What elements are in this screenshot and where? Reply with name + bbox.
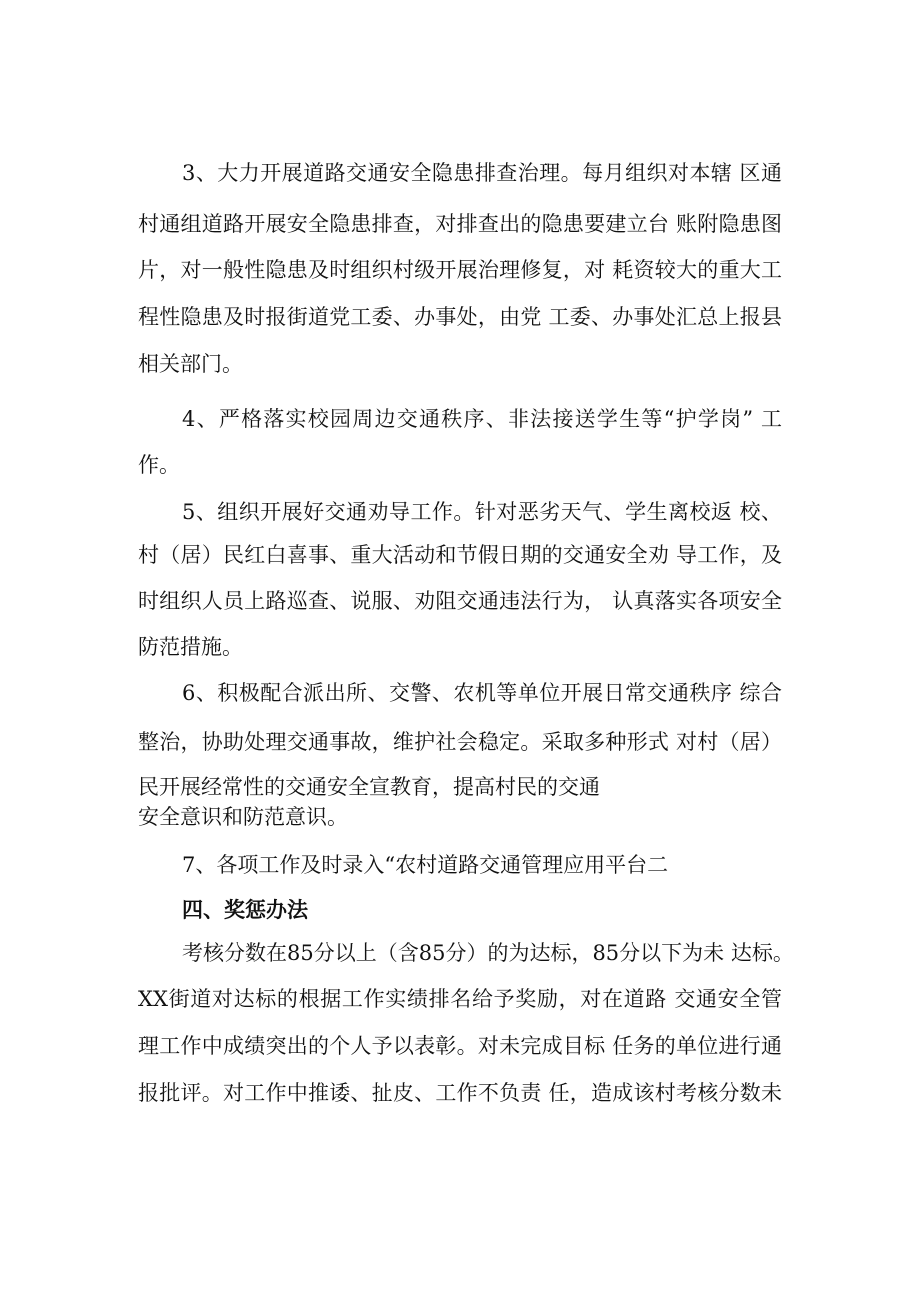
paragraph-5-line-4: 防范措施。 (138, 635, 243, 659)
rewards-paragraph-line-4: 报批评。对工作中推诿、扯皮、工作不负责 任，造成该村考核分数未 (138, 1081, 782, 1105)
paragraph-4-line-1: 4、严格落实校园周边交通秩序、非法接送学生等“护学岗” 工 (182, 407, 782, 431)
paragraph-6-line-3: 民开展经常性的交通安全宣教育，提高村民的交通 (138, 775, 600, 799)
rewards-paragraph-line-2: XX街道对达标的根据工作实绩排名给予奖励，对在道路 交通安全管 (138, 987, 782, 1011)
paragraph-3-line-2: 村通组道路开展安全隐患排查，对排查出的隐患要建立台 账附隐患图 (138, 212, 782, 236)
rewards-paragraph-line-1: 考核分数在85分以上（含85分）的为达标，85分以下为未 达标。 (182, 941, 794, 965)
paragraph-3-line-4: 程性隐患及时报街道党工委、办事处，由党 工委、办事处汇总上报县 (138, 305, 782, 329)
paragraph-3-line-3: 片，对一般性隐患及时组织村级开展治理修复，对 耗资较大的重大工 (138, 258, 782, 282)
paragraph-4-line-2: 作。 (138, 453, 180, 477)
paragraph-6-line-1: 6、积极配合派出所、交警、农机等单位开展日常交通秩序 综合 (182, 681, 782, 705)
paragraph-6-line-2: 整治，协助处理交通事故，维护社会稳定。采取多种形式 对村（居） (138, 730, 782, 754)
paragraph-5-line-3: 时组织人员上路巡查、说服、劝阻交通违法行为， 认真落实各项安全 (138, 589, 782, 613)
section-heading-rewards: 四、奖惩办法 (182, 898, 308, 922)
paragraph-6-line-4: 安全意识和防范意识。 (138, 805, 348, 829)
paragraph-3-line-5: 相关部门。 (138, 352, 243, 376)
paragraph-7-line-1: 7、各项工作及时录入“农村道路交通管理应用平台二 (182, 853, 669, 877)
paragraph-3-line-1: 3、大力开展道路交通安全隐患排查治理。每月组织对本辖 区通 (182, 161, 782, 185)
paragraph-5-line-2: 村（居）民红白喜事、重大活动和节假日期的交通安全劝 导工作，及 (138, 543, 782, 567)
rewards-paragraph-line-3: 理工作中成绩突出的个人予以表彰。对未完成目标 任务的单位进行通 (138, 1034, 782, 1058)
paragraph-5-line-1: 5、组织开展好交通劝导工作。针对恶劣天气、学生离校返 校、 (182, 500, 782, 524)
